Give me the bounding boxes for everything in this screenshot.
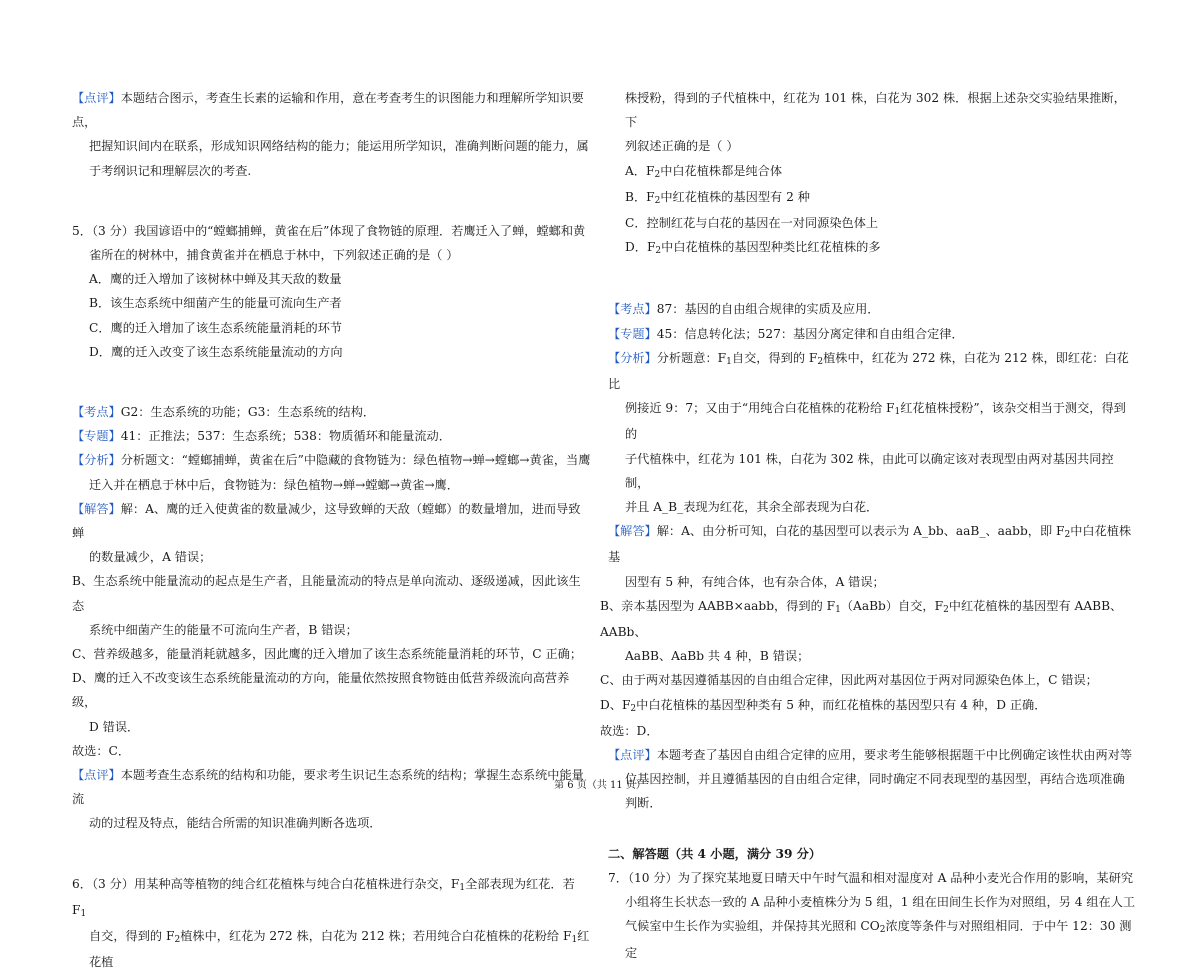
kaodian-tag: 【考点】 (608, 302, 657, 317)
zhuanti-tag: 【专题】 (608, 326, 657, 341)
question-5-stem: 5．（3 分）我国谚语中的“螳螂捕蝉，黄雀在后”体现了食物链的原理．若鹰迁入了蝉，螳螂和黄 (72, 223, 586, 238)
question-5: 5．（3 分）我国谚语中的“螳螂捕蝉，黄雀在后”体现了食物链的原理．若鹰迁入了蝉，螳螂和黄 雀所在的树林中，捕食黄雀并在栖息于林中，下列叙述正确的是（ ） A．鹰的迁入增加了该树林中蝉及其天敌的数量 B．该生态系统中细菌产生的能量可流向生产者 C．鹰的迁入增加了该生态系统能量消耗的环节 D．鹰的迁入改变了该生态系统能量流动的方向 (72, 219, 592, 364)
option-a: A．鹰的迁入增加了该树林中蝉及其天敌的数量 (89, 272, 342, 287)
option-c: C．鹰的迁入增加了该生态系统能量消耗的环节 (89, 320, 343, 335)
jieda-tag: 【解答】 (608, 524, 657, 539)
question-6-stem: 6．（3 分）用某种高等植物的纯合红花植株与纯合白花植株进行杂交，F1全部表现为红花．若 F1 (72, 876, 575, 919)
fenxi-tag: 【分析】 (72, 453, 121, 468)
comment-tag: 【点评】 (72, 768, 121, 783)
page-footer: 第 6 页（共 11 页） (554, 780, 646, 791)
option-c: C．控制红花与白花的基因在一对同源染色体上 (625, 216, 879, 231)
option-d: D．鹰的迁入改变了该生态系统能量流动的方向 (89, 344, 343, 359)
comment-tag: 【点评】 (608, 748, 657, 763)
section-heading: 二、解答题（共 4 小题，满分 39 分） (608, 846, 822, 861)
left-column (72, 86, 592, 975)
question-7: 7．（10 分）为了探究某地夏日晴天中午时气温和相对湿度对 A 品种小麦光合作用的影响，某研究 小组将生长状态一致的 A 品种小麦植株分为 5 组，1 组在田间生长作为对照组，另 4 组在人工 气候室中生长作为实验组，并保持其光照和 CO2浓度等条件与对照组相同．于中午 12：30 测定 (608, 866, 1136, 965)
comment-tag: 【点评】 (72, 91, 121, 105)
kaodian-tag: 【考点】 (72, 405, 121, 420)
option-a: A．F2中白花植株都是纯合体 (625, 163, 783, 180)
answer-choice: 故选：D． (600, 723, 659, 738)
option-b: B．F2中红花植株的基因型有 2 种 (625, 189, 810, 206)
zhuanti-tag: 【专题】 (72, 429, 121, 444)
fenxi-tag: 【分析】 (608, 350, 657, 365)
option-b: B．该生态系统中细菌产生的能量可流向生产者 (89, 296, 342, 311)
jieda-tag: 【解答】 (72, 501, 121, 516)
answer-5: 【考点】G2：生态系统的功能；G3：生态系统的结构． 【专题】41：正推法；537：生态系统；538：物质循环和能量流动． 【分析】分析题文：“螳螂捕蝉，黄雀在后”中隐藏的食物链为：绿色植物→蝉→螳螂→黄雀，当鹰 迁入并在栖息于林中后，食物链为：绿色植物→蝉→螳螂→黄雀→鹰． 【解答】解：A、鹰的迁入使黄雀的数量减少，这导致蝉的天敌（螳螂）的数量增加，进而导致蝉 的数量减少，A 错误； B、生态系统中能量流动的起点是生产者，且能量流动的特点是单向流动、逐级递减，因此该生态 系统中细菌产生的能量不可流向生产者，B 错误； C、营养级越多，能量消耗就越多，因此鹰的迁入增加了该生态系统能量消耗的环节，C 正确； D、鹰的迁入不改变该生态系统能量流动的方向，能量依然按照食物链由低营养级流向高营养级， D 错误． 故选：C． 【点评】本题考查生态系统的结构和功能，要求考生识记生态系统的结构；掌握生态系统中能量流 动的过程及特点，能结合所需的知识准确判断各选项． (72, 405, 591, 831)
question-6-continued: 株授粉，得到的子代植株中，红花为 101 株，白花为 302 株．根据上述杂交实验结果推断，下 列叙述正确的是（ ） A．F2中白花植株都是纯合体 B．F2中红花植株的基因型有 2 种 C．控制红花与白花的基因在一对同源染色体上 D．F2中白花植株的基因型种类比红花植株的多 (608, 86, 1136, 261)
option-d: D．F2中白花植株的基因型种类比红花植株的多 (625, 240, 881, 257)
question-6: 6．（3 分）用某种高等植物的纯合红花植株与纯合白花植株进行杂交，F1全部表现为红花．若 F1 自交，得到的 F2植株中，红花为 272 株，白花为 212 株；若用纯合白花植株的花粉给 F1红花植 (72, 872, 592, 975)
answer-6: 【考点】87：基因的自由组合规律的实质及应用． 【专题】45：信息转化法；527：基因分离定律和自由组合定律． 【分析】分析题意：F1自交，得到的 F2植株中，红花为 272 株，白花为 212 株，即红花：白花比 例接近 9：7；又由于“用纯合白花植株的花粉给 F1红花植株授粉”，该杂交相当于测交，得到的 子代植株中，红花为 101 株，白花为 302 株，由此可以确定该对表现型由两对基因共同控制， 并且 A_B_表现为红花，其余全部表现为白花． 【解答】解：A、由分析可知，白花的基因型可以表示为 A_bb、aaB_、aabb，即 F2中白花植株基 因型有 5 种，有纯合体，也有杂合体，A 错误； B、亲本基因型为 AABB×aabb，得到的 F1（AaBb）自交，F2中红花植株的基因型有 AABB、AABb、 AaBB、AaBb 共 4 种，B 错误； C、由于两对基因遵循基因的自由组合定律，因此两对基因位于两对同源染色体上，C 错误； D、F2中白花植株的基因型种类有 5 种，而红花植株的基因型只有 4 种，D 正确． 故选：D． 【点评】本题考查了基因自由组合定律的应用，要求考生能够根据题干中比例确定该性状由两对等 位基因控制，并且遵循基因的自由组合定律，同时确定不同表现型的基因型，再结合选项准确 判断． (608, 297, 1136, 815)
answer-choice: 故选：C． (72, 743, 131, 758)
q4-comment: 【点评】本题结合图示，考查生长素的运输和作用，意在考查考生的识图能力和理解所学知识要点， 把握知识间内在联系，形成知识网络结构的能力；能运用所学知识，准确判断问题的能力，属 于考纲识记和理解层次的考查. (72, 91, 589, 178)
question-7-stem: 7．（10 分）为了探究某地夏日晴天中午时气温和相对湿度对 A 品种小麦光合作用的影响，某研究 (608, 870, 1134, 885)
